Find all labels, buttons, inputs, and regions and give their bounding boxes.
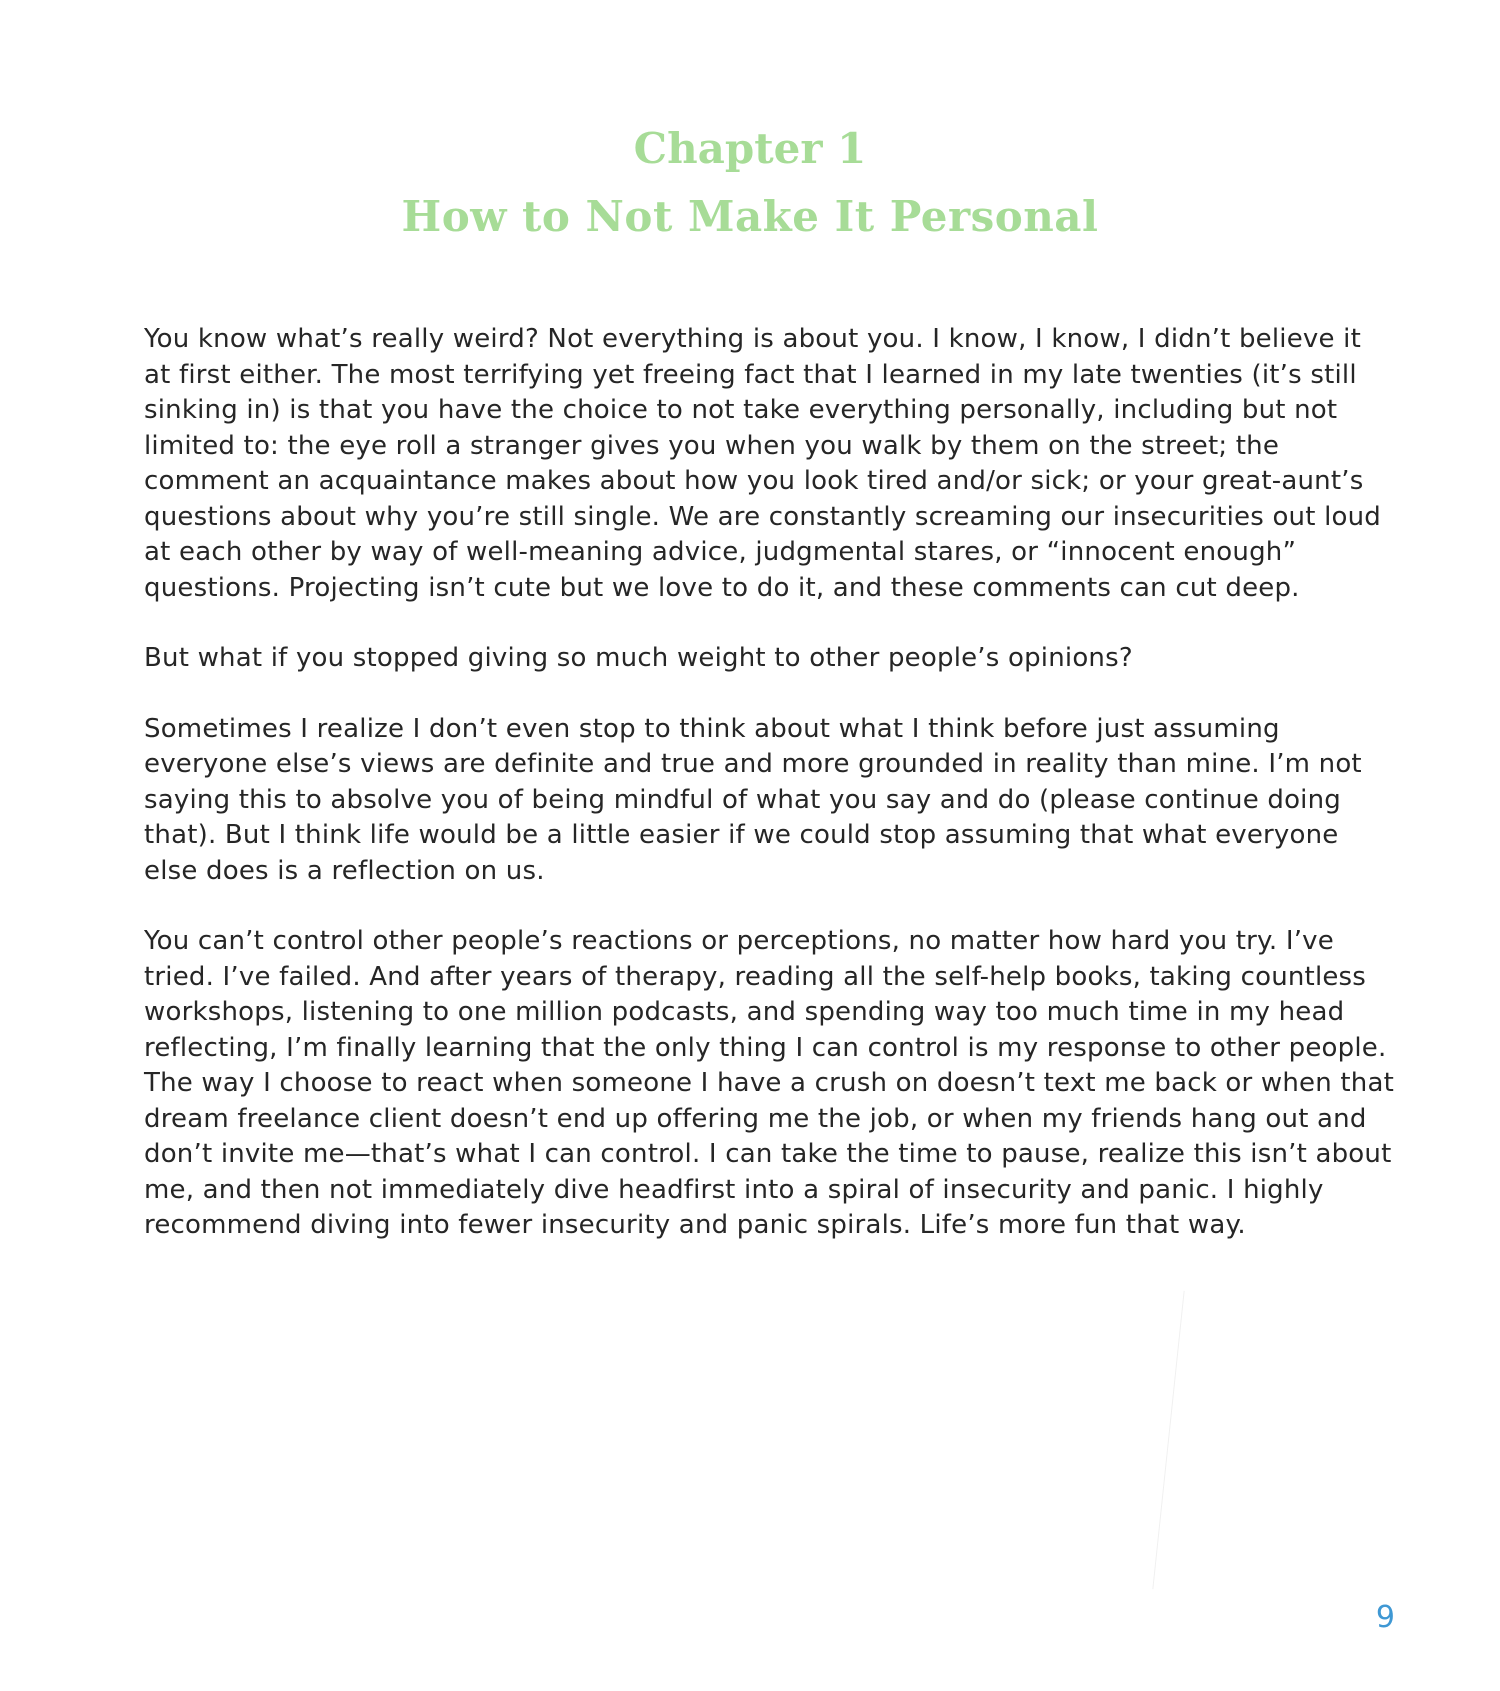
page-number: 9 bbox=[1375, 1600, 1395, 1635]
chapter-body bbox=[144, 322, 1394, 1279]
chapter-heading bbox=[0, 120, 1500, 246]
paragraph-1: You know what’s really weird? Not everything is about you. I know, I know, I didn’t believe it at first either. The most terrifying yet freeing fact that I learned in my late twenties (it’s still sinking in) is that you have the choice to not take everything personally, including but not limited to: the eye roll a stranger gives you when you walk by them on the street; the comment an acquaintance makes about how you look tired and/or sick; or your great-aunt’s questions about why you’re still single. We are constantly screaming our insecurities out loud at each other by way of well-meaning advice, judgmental stares, or “innocent enough” questions. Projecting isn’t cute but we love to do it, and these comments can cut deep. bbox=[144, 324, 1382, 603]
paragraph-4: You can’t control other people’s reactions or perceptions, no matter how hard you try. I’ve tried. I’ve failed. And after years of therapy, reading all the self-help books, taking countless workshops, listening to one million podcasts, and spending way too much time in my head reflecting, I’m finally learning that the only thing I can control is my response to other people. The way I choose to react when someone I have a crush on doesn’t text me back or when that dream freelance client doesn’t end up offering me the job, or when my friends hang out and don’t invite me—that’s what I can control. I can take the time to pause, realize this isn’t about me, and then not immediately dive headfirst into a spiral of insecurity and panic. I highly recommend diving into fewer insecurity and panic spirals. Life’s more fun that way. bbox=[144, 926, 1394, 1240]
chapter-number: Chapter 1 bbox=[633, 124, 867, 173]
paragraph-3: Sometimes I realize I don’t even stop to think about what I think before just assuming everyone else’s views are definite and true and more grounded in reality than mine. I’m not saying this to absolve you of being mindful of what you say and do (please continue doing that). But I think life would be a little easier if we could stop assuming that what everyone else does is a reflection on us. bbox=[144, 713, 1362, 886]
chapter-title: How to Not Make It Personal bbox=[401, 192, 1099, 241]
scan-artifact-line bbox=[1152, 1291, 1184, 1589]
paragraph-2: But what if you stopped giving so much weight to other people’s opinions? bbox=[144, 643, 1133, 673]
